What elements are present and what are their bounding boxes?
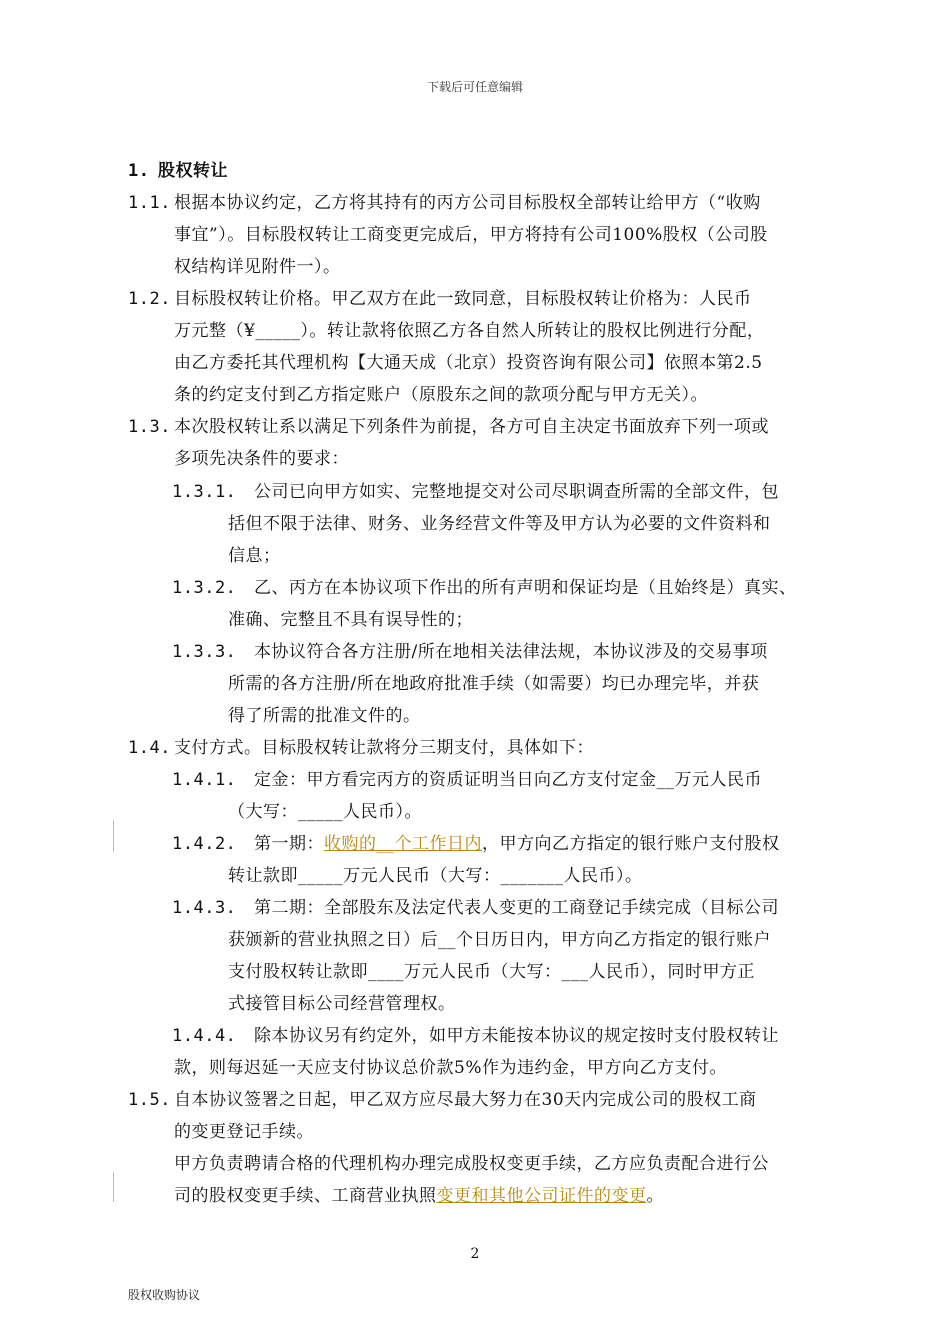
subclause-number: 1.4.1. [172, 770, 237, 790]
header-note: 下载后可任意编辑 [426, 80, 523, 94]
subclause-number: 1.3.2. [172, 578, 237, 598]
clause-number: 1.1. [128, 193, 171, 213]
clause-number: 1.5. [128, 1090, 171, 1110]
subclause-number: 1.3.1. [172, 482, 237, 502]
subclause-line: 第二期：全部股东及法定代表人变更的工商登记手续完成（目标公司 [254, 898, 779, 918]
revision-mark [113, 820, 114, 852]
text-run: 。 [646, 1186, 664, 1206]
clause-line: 本次股权转让系以满足下列条件为前提，各方可自主决定书面放弃下列一项或 [174, 417, 769, 437]
footer-note: 股权收购协议 [128, 1288, 201, 1302]
subclause-line: 本协议符合各方注册/所在地相关法律法规，本协议涉及的交易事项 [254, 642, 768, 662]
subclause-line: 获颁新的营业执照之日）后__个日历日内，甲方向乙方指定的银行账户 [228, 930, 771, 950]
page-number: 2 [470, 1246, 480, 1262]
subclause-line: 信息； [228, 546, 281, 566]
clause-line: 权结构详见附件一）。 [174, 257, 341, 277]
subclause-line: 公司已向甲方如实、完整地提交对公司尽职调查所需的全部文件，包 [254, 482, 779, 502]
clause-line: 根据本协议约定，乙方将其持有的丙方公司目标股权全部转让给甲方（“收购 [174, 193, 761, 213]
subclause-line: 式接管目标公司经营管理权。 [228, 994, 456, 1014]
subclause-line: 除本协议另有约定外，如甲方未能按本协议的规定按时支付股权转让 [254, 1026, 779, 1046]
section-title: 股权转让 [158, 161, 228, 181]
clause-line: 事宜”）。目标股权转让工商变更完成后，甲方将持有公司100%股权（公司股 [174, 225, 768, 245]
clause-line: 的变更登记手续。 [174, 1122, 314, 1142]
subclause-line: 得了所需的批准文件的。 [228, 706, 421, 726]
tracked-change-text: 收购的__个工作日内 [324, 834, 482, 854]
subclause-line: 转让款即_____万元人民币（大写：_______人民币）。 [228, 866, 643, 886]
subclause-number: 1.4.2. [172, 834, 237, 854]
clause-line: 万元整（¥_____）。转让款将依照乙方各自然人所转让的股权比例进行分配， [174, 321, 765, 341]
clause-line: 支付方式。目标股权转让款将分三期支付，具体如下： [174, 738, 594, 758]
clause-line: 目标股权转让价格。甲乙双方在此一致同意，目标股权转让价格为：人民币 [174, 289, 752, 309]
revision-mark [113, 1172, 114, 1202]
section-number: 1. [128, 161, 150, 181]
subclause-line: 乙、丙方在本协议项下作出的所有声明和保证均是（且始终是）真实、 [254, 578, 797, 598]
subclause-number: 1.4.4. [172, 1026, 237, 1046]
clause-line: 甲方负责聘请合格的代理机构办理完成股权变更手续，乙方应负责配合进行公 [174, 1154, 769, 1174]
text-run: 司的股权变更手续、工商营业执照 [174, 1186, 437, 1206]
text-run: ，甲方向乙方指定的银行账户支付股权 [482, 834, 780, 854]
subclause-line: 款，则每迟延一天应支付协议总价款5%作为违约金，甲方向乙方支付。 [174, 1058, 727, 1078]
subclause-line: 定金：甲方看完丙方的资质证明当日向乙方支付定金__万元人民币 [254, 770, 762, 790]
subclause-line [254, 833, 780, 855]
subclause-line: 准确、完整且不具有误导性的； [228, 610, 473, 630]
subclause-line: 所需的各方注册/所在地政府批准手续（如需要）均已办理完毕，并获 [228, 674, 760, 694]
clause-line: 由乙方委托其代理机构【大通天成（北京）投资咨询有限公司】依照本第2.5 [174, 353, 763, 373]
clause-line: 条的约定支付到乙方指定账户（原股东之间的款项分配与甲方无关）。 [174, 385, 708, 405]
subclause-line: 支付股权转让款即____万元人民币（大写：___人民币），同时甲方正 [228, 962, 755, 982]
clause-line: 多项先决条件的要求： [174, 449, 349, 469]
clause-line: 自本协议签署之日起，甲乙双方应尽最大努力在30天内完成公司的股权工商 [174, 1090, 757, 1110]
subclause-line: 括但不限于法律、财务、业务经营文件等及甲方认为必要的文件资料和 [228, 514, 771, 534]
text-run: 第一期： [254, 834, 324, 854]
clause-number: 1.3. [128, 417, 171, 437]
tracked-change-text: 变更和其他公司证件的变更 [436, 1186, 647, 1206]
clause-number: 1.2. [128, 289, 171, 309]
subclause-number: 1.4.3. [172, 898, 237, 918]
subclause-line: （大写：_____人民币）。 [228, 802, 422, 822]
clause-number: 1.4. [128, 738, 171, 758]
clause-line [174, 1185, 664, 1207]
subclause-number: 1.3.3. [172, 642, 237, 662]
